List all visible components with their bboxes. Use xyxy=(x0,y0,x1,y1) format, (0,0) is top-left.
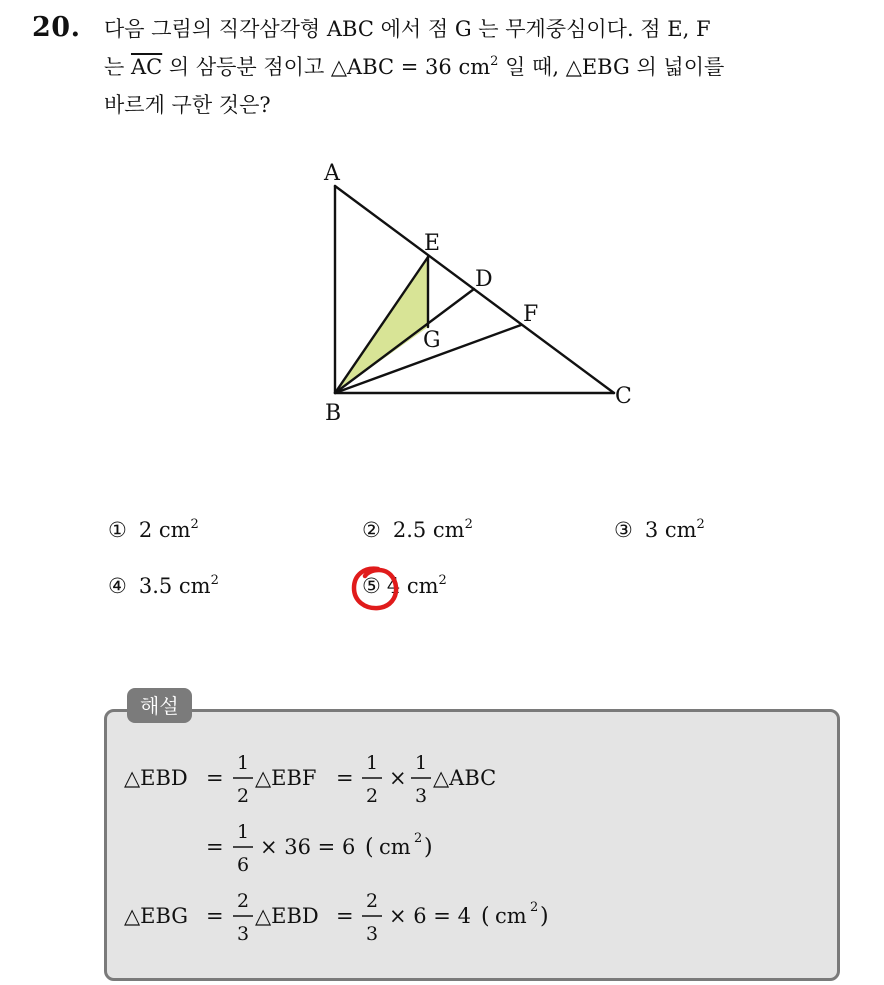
question-line-3: 바르게 구한 것은? xyxy=(104,93,271,117)
s1-frac1-den: 2 xyxy=(237,785,250,807)
choice-2[interactable] xyxy=(362,518,473,542)
choice-1[interactable] xyxy=(108,518,199,542)
s3-frac1-den: 3 xyxy=(237,923,250,945)
label-e: E xyxy=(424,231,441,256)
solution-equations xyxy=(116,745,576,955)
choice-2-number: ② xyxy=(362,518,381,542)
solution-line-2 xyxy=(206,821,433,876)
choice-4-exp: 2 xyxy=(210,573,219,589)
solution-tag: 해설 xyxy=(127,688,192,723)
choice-1-number: ① xyxy=(108,518,127,542)
solution-line-1 xyxy=(124,752,496,807)
question-line-2-mid: 의 삼등분 점이고 △ABC = 36 cm xyxy=(162,55,491,79)
question-line-2 xyxy=(104,52,724,82)
s2-lparen: ( xyxy=(365,835,374,860)
question-number: 20. xyxy=(32,12,81,43)
s3-eq1: = xyxy=(206,904,224,928)
choice-1-exp: 2 xyxy=(190,517,199,533)
label-b: B xyxy=(325,401,342,426)
s1-term2: △ABC xyxy=(433,766,497,790)
label-c: C xyxy=(615,384,632,409)
choice-5-number: ⑤ xyxy=(362,574,381,598)
s1-frac3-num: 1 xyxy=(415,752,428,774)
choice-4[interactable] xyxy=(108,574,219,598)
s3-eq2: = xyxy=(336,904,354,928)
choice-1-value: 2 cm xyxy=(138,518,191,542)
s1-frac2-den: 2 xyxy=(366,785,379,807)
s3-frac2-den: 3 xyxy=(366,923,379,945)
s3-term1: △EBD xyxy=(255,904,319,928)
s3-rparen: ) xyxy=(540,904,549,929)
s3-unit: cm xyxy=(495,904,527,928)
s1-frac1-num: 1 xyxy=(237,752,250,774)
label-d: D xyxy=(475,267,493,292)
s1-times: × xyxy=(389,766,407,790)
label-g: G xyxy=(423,328,441,353)
s1-eq2: = xyxy=(336,766,354,790)
choice-3-value: 3 cm xyxy=(644,518,697,542)
question-line-1: 다음 그림의 직각삼각형 ABC 에서 점 G 는 무게중심이다. 점 E, F xyxy=(104,17,711,41)
choice-5-exp: 2 xyxy=(438,573,447,589)
choice-3-exp: 2 xyxy=(696,517,705,533)
label-f: F xyxy=(523,302,539,327)
choice-4-value: 3.5 cm xyxy=(138,574,211,598)
triangle-figure xyxy=(300,150,660,440)
solution-line-3 xyxy=(124,890,549,945)
s1-frac2-num: 1 xyxy=(366,752,379,774)
s2-unit: cm xyxy=(379,835,411,859)
s2-term: × 36 = 6 xyxy=(260,835,356,859)
s2-frac-den: 6 xyxy=(237,854,250,876)
s3-lhs: △EBG xyxy=(124,904,189,928)
answer-circle-mark xyxy=(348,564,404,614)
choice-5-value: 4 cm xyxy=(386,574,439,598)
area-exponent: 2 xyxy=(490,54,499,70)
s1-term1: △EBF xyxy=(255,766,317,790)
choice-3-number: ③ xyxy=(614,518,633,542)
choice-2-value: 2.5 cm xyxy=(392,518,465,542)
question-line-2-suffix: 일 때, △EBG 의 넓이를 xyxy=(498,55,725,79)
s3-frac2-num: 2 xyxy=(366,890,379,912)
s3-exp: 2 xyxy=(530,900,539,915)
label-a: A xyxy=(324,161,340,186)
choice-4-number: ④ xyxy=(108,574,127,598)
choice-3[interactable] xyxy=(614,518,705,542)
s2-frac-num: 1 xyxy=(237,821,250,843)
s3-term2: × 6 = 4 xyxy=(389,904,471,928)
s2-eq: = xyxy=(206,835,224,859)
choice-2-exp: 2 xyxy=(464,517,473,533)
question-line-2-prefix: 는 xyxy=(104,55,131,79)
s1-eq1: = xyxy=(206,766,224,790)
s2-exp: 2 xyxy=(414,831,423,846)
s3-lparen: ( xyxy=(481,904,490,929)
segment-ac: $\overline{AC}$ xyxy=(130,55,163,79)
s1-lhs: △EBD xyxy=(124,766,188,790)
s2-rparen: ) xyxy=(424,835,433,860)
s3-frac1-num: 2 xyxy=(237,890,250,912)
s1-frac3-den: 3 xyxy=(415,785,428,807)
